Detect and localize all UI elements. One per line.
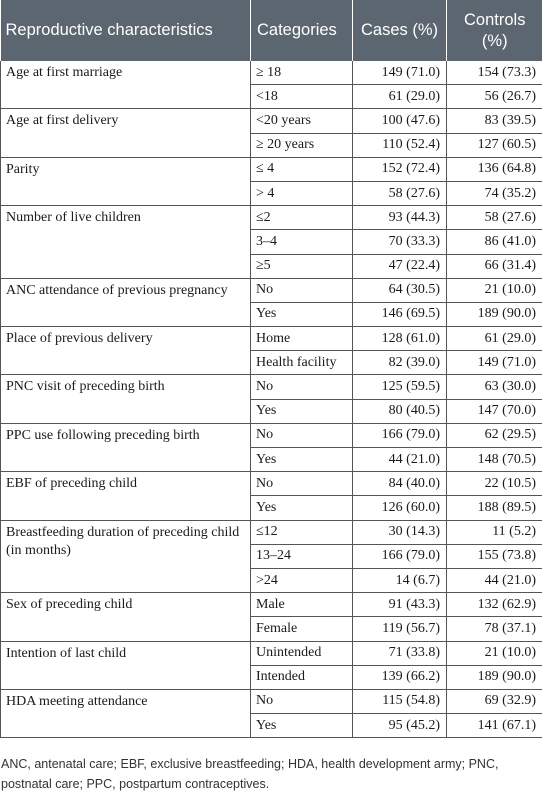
- table-row: [1, 423, 542, 447]
- cases-cell: 58 (27.6): [353, 181, 447, 205]
- variable-name-cell: Place of previous delivery: [1, 327, 251, 375]
- cases-cell: 146 (69.5): [353, 302, 447, 326]
- controls-cell: 141 (67.1): [447, 714, 542, 738]
- variable-name-cell: PPC use following preceding birth: [1, 423, 251, 471]
- category-cell: ≥ 18: [251, 61, 353, 85]
- cases-cell: 125 (59.5): [353, 375, 447, 399]
- category-cell: <20 years: [251, 109, 353, 133]
- variable-name-cell: ANC attendance of previous pregnancy: [1, 278, 251, 326]
- controls-cell: 56 (26.7): [447, 85, 542, 109]
- variable-name-cell: Parity: [1, 157, 251, 205]
- cases-cell: 100 (47.6): [353, 109, 447, 133]
- cases-cell: 30 (14.3): [353, 520, 447, 544]
- category-cell: No: [251, 423, 353, 447]
- category-cell: ≤12: [251, 520, 353, 544]
- cases-cell: 80 (40.5): [353, 399, 447, 423]
- cases-cell: 93 (44.3): [353, 206, 447, 230]
- controls-cell: 69 (32.9): [447, 689, 542, 713]
- category-cell: 3–4: [251, 230, 353, 254]
- cases-cell: 95 (45.2): [353, 714, 447, 738]
- header-cases: Cases (%): [353, 0, 447, 61]
- cases-cell: 64 (30.5): [353, 278, 447, 302]
- category-cell: Home: [251, 327, 353, 351]
- controls-cell: 58 (27.6): [447, 206, 542, 230]
- table-row: [1, 278, 542, 302]
- category-cell: > 4: [251, 181, 353, 205]
- controls-cell: 155 (73.8): [447, 544, 542, 568]
- table-header: [1, 0, 542, 61]
- table-row: [1, 472, 542, 496]
- cases-cell: 84 (40.0): [353, 472, 447, 496]
- table-row: [1, 157, 542, 181]
- cases-cell: 166 (79.0): [353, 423, 447, 447]
- category-cell: No: [251, 689, 353, 713]
- variable-name-cell: Age at first marriage: [1, 61, 251, 109]
- cases-cell: 115 (54.8): [353, 689, 447, 713]
- variable-name-cell: Number of live children: [1, 206, 251, 279]
- controls-cell: 44 (21.0): [447, 568, 542, 592]
- variable-name-cell: PNC visit of preceding birth: [1, 375, 251, 423]
- category-cell: ≥5: [251, 254, 353, 278]
- table-row: [1, 61, 542, 85]
- table-row: [1, 641, 542, 665]
- category-cell: Health facility: [251, 351, 353, 375]
- category-cell: Female: [251, 617, 353, 641]
- category-cell: Intended: [251, 665, 353, 689]
- category-cell: Yes: [251, 448, 353, 472]
- cases-cell: 14 (6.7): [353, 568, 447, 592]
- table-row: [1, 593, 542, 617]
- controls-cell: 188 (89.5): [447, 496, 542, 520]
- cases-cell: 126 (60.0): [353, 496, 447, 520]
- variable-name-cell: EBF of preceding child: [1, 472, 251, 520]
- table-row: [1, 327, 542, 351]
- table-body: [1, 61, 542, 738]
- controls-cell: 74 (35.2): [447, 181, 542, 205]
- header-reproductive-characteristics: Reproductive characteristics: [1, 0, 251, 61]
- category-cell: Yes: [251, 496, 353, 520]
- controls-cell: 148 (70.5): [447, 448, 542, 472]
- table-footnote: ANC, antenatal care; EBF, exclusive breastfeeding; HDA, health development army; PNC, postnatal care; PPC, postpartum contraceptives.: [1, 757, 499, 791]
- table-row: [1, 689, 542, 713]
- category-cell: Male: [251, 593, 353, 617]
- cases-cell: 128 (61.0): [353, 327, 447, 351]
- controls-cell: 21 (10.0): [447, 641, 542, 665]
- category-cell: Yes: [251, 399, 353, 423]
- category-cell: No: [251, 472, 353, 496]
- category-cell: No: [251, 278, 353, 302]
- category-cell: Unintended: [251, 641, 353, 665]
- cases-cell: 44 (21.0): [353, 448, 447, 472]
- cases-cell: 61 (29.0): [353, 85, 447, 109]
- table-row: [1, 520, 542, 544]
- variable-name-cell: Breastfeeding duration of preceding child (in months): [1, 520, 251, 593]
- cases-cell: 139 (66.2): [353, 665, 447, 689]
- cases-cell: 110 (52.4): [353, 133, 447, 157]
- category-cell: ≥ 20 years: [251, 133, 353, 157]
- controls-cell: 63 (30.0): [447, 375, 542, 399]
- controls-cell: 61 (29.0): [447, 327, 542, 351]
- controls-cell: 149 (71.0): [447, 351, 542, 375]
- controls-cell: 132 (62.9): [447, 593, 542, 617]
- cases-cell: 149 (71.0): [353, 61, 447, 85]
- category-cell: >24: [251, 568, 353, 592]
- controls-cell: 11 (5.2): [447, 520, 542, 544]
- cases-cell: 152 (72.4): [353, 157, 447, 181]
- category-cell: Yes: [251, 714, 353, 738]
- table-row: [1, 109, 542, 133]
- controls-cell: 127 (60.5): [447, 133, 542, 157]
- controls-cell: 189 (90.0): [447, 302, 542, 326]
- controls-cell: 66 (31.4): [447, 254, 542, 278]
- cases-cell: 82 (39.0): [353, 351, 447, 375]
- variable-name-cell: HDA meeting attendance: [1, 689, 251, 737]
- category-cell: <18: [251, 85, 353, 109]
- header-controls: Controls (%): [447, 0, 542, 61]
- controls-cell: 83 (39.5): [447, 109, 542, 133]
- cases-cell: 119 (56.7): [353, 617, 447, 641]
- category-cell: 13–24: [251, 544, 353, 568]
- variable-name-cell: Age at first delivery: [1, 109, 251, 157]
- controls-cell: 147 (70.0): [447, 399, 542, 423]
- category-cell: No: [251, 375, 353, 399]
- controls-cell: 86 (41.0): [447, 230, 542, 254]
- category-cell: ≤ 4: [251, 157, 353, 181]
- cases-cell: 47 (22.4): [353, 254, 447, 278]
- table-row: [1, 206, 542, 230]
- controls-cell: 154 (73.3): [447, 61, 542, 85]
- controls-cell: 78 (37.1): [447, 617, 542, 641]
- category-cell: ≤2: [251, 206, 353, 230]
- header-row: [1, 0, 542, 61]
- controls-cell: 62 (29.5): [447, 423, 542, 447]
- cases-cell: 166 (79.0): [353, 544, 447, 568]
- cases-cell: 71 (33.8): [353, 641, 447, 665]
- controls-cell: 189 (90.0): [447, 665, 542, 689]
- variable-name-cell: Intention of last child: [1, 641, 251, 689]
- cases-cell: 91 (43.3): [353, 593, 447, 617]
- controls-cell: 136 (64.8): [447, 157, 542, 181]
- controls-cell: 22 (10.5): [447, 472, 542, 496]
- header-categories: Categories: [251, 0, 353, 61]
- category-cell: Yes: [251, 302, 353, 326]
- table-row: [1, 375, 542, 399]
- controls-cell: 21 (10.0): [447, 278, 542, 302]
- cases-cell: 70 (33.3): [353, 230, 447, 254]
- variable-name-cell: Sex of preceding child: [1, 593, 251, 641]
